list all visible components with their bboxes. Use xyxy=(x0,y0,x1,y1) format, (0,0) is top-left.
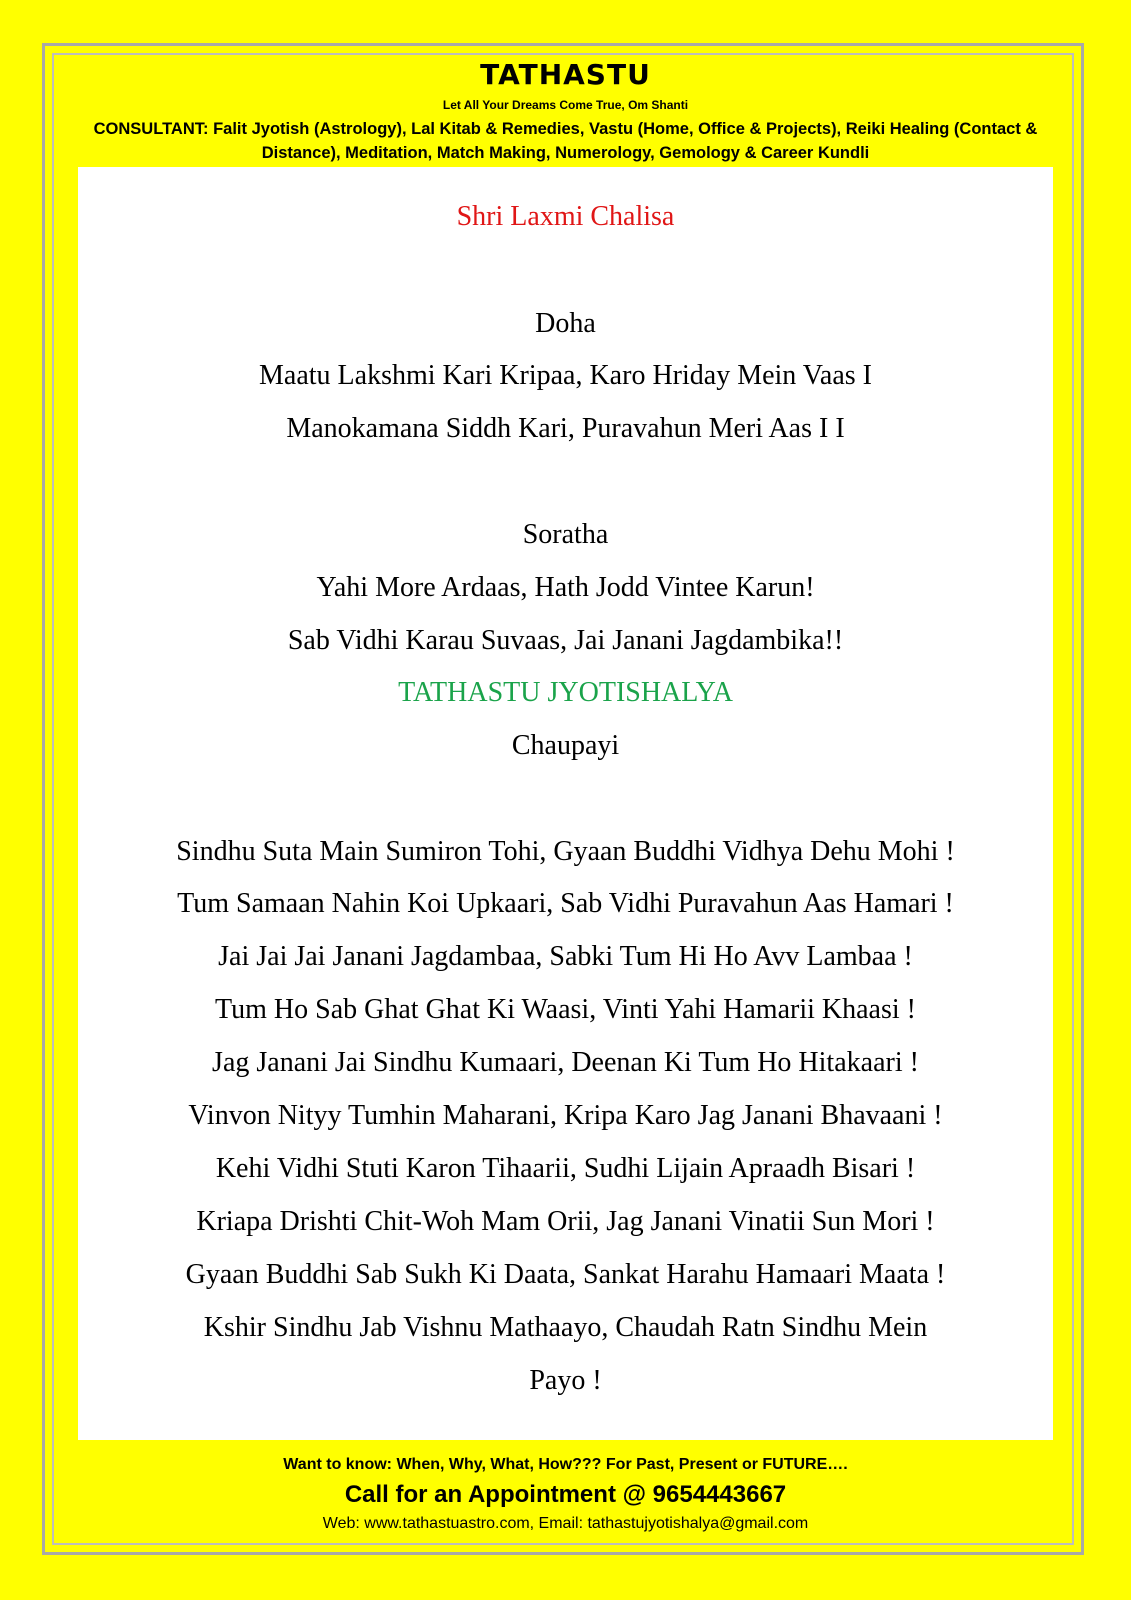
chaupayi-line: Kshir Sindhu Jab Vishnu Mathaayo, Chaudah Ratn Sindhu Mein xyxy=(203,1312,928,1343)
doha-line: Maatu Lakshmi Kari Kripaa, Karo Hriday Mein Vaas I xyxy=(259,360,872,391)
footer-question: Want to know: When, Why, What, How??? For Past, Present or FUTURE…. xyxy=(283,1456,848,1473)
chalisa-panel xyxy=(78,167,1053,1440)
footer xyxy=(70,1453,1061,1535)
chalisa-title: Shri Laxmi Chalisa xyxy=(456,201,675,232)
watermark-text: TATHASTU JYOTISHALYA xyxy=(398,677,733,708)
soratha-line: Yahi More Ardaas, Hath Jodd Vintee Karun! xyxy=(316,572,815,603)
doha-line: Manokamana Siddh Kari, Puravahun Meri Aas I I xyxy=(286,413,845,444)
chaupayi-line: Gyaan Buddhi Sab Sukh Ki Daata, Sankat Harahu Hamaari Maata ! xyxy=(185,1259,946,1290)
chaupayi-line: Sindhu Suta Main Sumiron Tohi, Gyaan Buddhi Vidhya Dehu Mohi ! xyxy=(176,836,955,867)
chaupayi-line: Kriapa Drishti Chit-Woh Mam Orii, Jag Janani Vinatii Sun Mori ! xyxy=(196,1206,935,1237)
soratha-heading: Soratha xyxy=(522,519,609,550)
header xyxy=(70,56,1061,165)
brand-title: TATHASTU xyxy=(480,58,651,91)
chaupayi-line: Vinvon Nityy Tumhin Maharani, Kripa Karo Jag Janani Bhavaani ! xyxy=(188,1100,943,1131)
chaupayi-line: Jai Jai Jai Janani Jagdambaa, Sabki Tum Hi Ho Avv Lambaa ! xyxy=(218,941,913,972)
soratha-line: Sab Vidhi Karau Suvaas, Jai Janani Jagdambika!! xyxy=(287,625,844,656)
tagline: Let All Your Dreams Come True, Om Shanti xyxy=(442,98,689,112)
chaupayi-line: Tum Ho Sab Ghat Ghat Ki Waasi, Vinti Yahi Hamarii Khaasi ! xyxy=(215,994,916,1025)
doha-heading: Doha xyxy=(535,308,596,339)
chaupayi-line: Payo ! xyxy=(529,1365,602,1396)
chaupayi-line: Kehi Vidhi Stuti Karon Tihaarii, Sudhi Lijain Apraadh Bisari ! xyxy=(215,1153,916,1184)
appointment-phone[interactable]: Call for an Appointment @ 9654443667 xyxy=(344,1481,787,1508)
chaupayi-heading: Chaupayi xyxy=(511,730,620,761)
chaupayi-line: Jag Janani Jai Sindhu Kumaari, Deenan Ki Tum Ho Hitakaari ! xyxy=(212,1047,919,1078)
chaupayi-line: Tum Samaan Nahin Koi Upkaari, Sab Vidhi Puravahun Aas Hamari ! xyxy=(177,888,954,919)
contact-web-email[interactable]: Web: www.tathastuastro.com, Email: tathastujyotishalya@gmail.com xyxy=(322,1515,809,1532)
consultant-services: CONSULTANT: Falit Jyotish (Astrology), Lal Kitab & Remedies, Vastu (Home, Office & Projects), Reiki Healing (Contact & Distance), Meditation, Match Making, Numerology, Gemology & Career Kundli xyxy=(93,120,1038,162)
